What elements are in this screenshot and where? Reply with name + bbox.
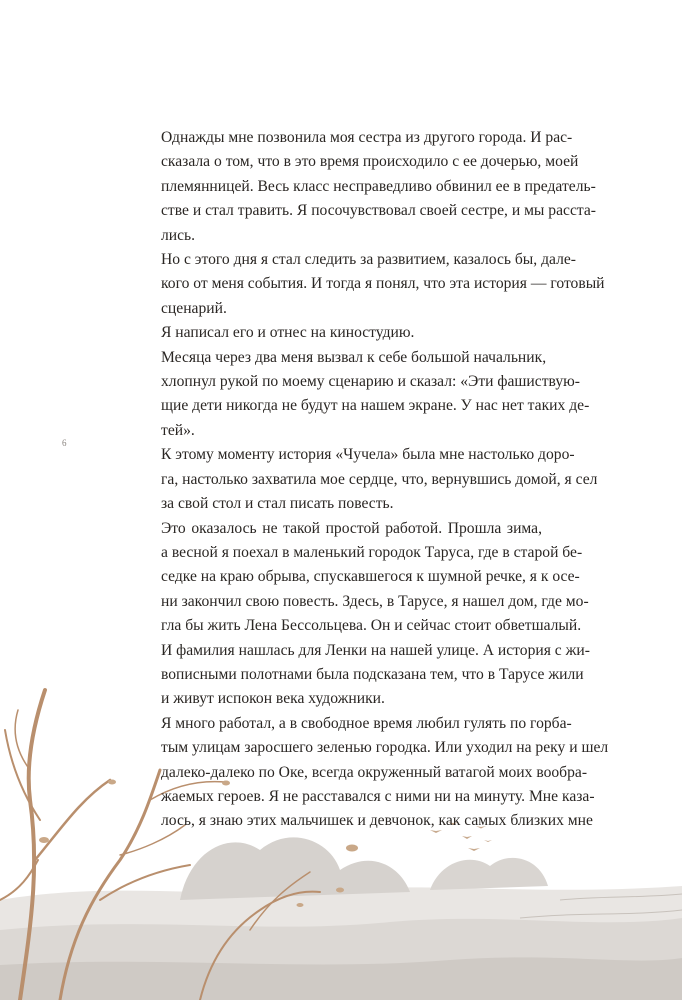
text-line: лись. [161, 226, 196, 244]
paragraph-1 [132, 126, 596, 248]
paragraph-4 [132, 346, 590, 444]
text-line: И фамилия нашлась для Ленки на нашей улице. А история с жи- [161, 641, 590, 659]
text-line: щие дети никогда не будут на нашем экране. У нас нет таких де- [161, 397, 590, 415]
text-line: а весной я поехал в маленький городок Таруса, где в старой бе- [161, 543, 583, 561]
paragraph-7 [132, 712, 609, 834]
paragraph-5 [132, 443, 598, 516]
text-line: и живут испокон века художники. [161, 690, 385, 708]
paragraph-3 [132, 321, 542, 345]
paragraph-2 [132, 248, 605, 321]
main-text [132, 126, 609, 834]
text-line: хлопнул рукой по моему сценарию и сказал: «Эти фашиствую- [161, 373, 580, 391]
text-line: стве и стал травить. Я посочувствовал своей сестре, и мы расста- [161, 202, 596, 220]
text-line: тым улицам заросшего зеленью городка. Или уходил на реку и шел [161, 739, 609, 757]
text-line: сказала о том, что в это время происходило с ее дочерью, моей [161, 153, 579, 171]
snowy-ground [0, 886, 682, 1000]
text-line: сценарий. [161, 299, 227, 317]
text-line: га, настолько захватила мое сердце, что, вернувшись домой, я сел [161, 470, 598, 488]
text-line: жаемых героев. Я не расставался с ними ни на минуту. Мне каза- [161, 787, 595, 805]
text-line: за свой стол и стал писать повесть. [161, 495, 394, 513]
text-line: кого от меня события. И тогда я понял, что эта история — готовый [161, 275, 605, 293]
text-line: Я много работал, а в свободное время любил гулять по горба- [161, 714, 572, 732]
text-line: К этому моменту история «Чучела» была мне настолько доро- [161, 446, 575, 464]
text-line: Месяца через два меня вызвал к себе большой начальник, [161, 348, 547, 366]
text-line: гла бы жить Лена Бессольцева. Он и сейчас стоит обветшалый. [161, 617, 582, 635]
text-line: Однажды мне позвонила моя сестра из другого города. И рас- [161, 129, 573, 146]
text-line: лось, я знаю этих мальчишек и девчонок, как самых близких мне [161, 812, 593, 830]
text-line: Я написал его и отнес на киностудию. [161, 324, 415, 342]
page-number: 6 [62, 438, 67, 448]
text-line: племянницей. Весь класс несправедливо обвинил ее в предатель- [161, 177, 596, 195]
text-line: Это оказалось не такой простой работой. Прошла зима, [161, 519, 542, 537]
text-line: Но с этого дня я стал следить за развитием, казалось бы, дале- [161, 251, 576, 269]
text-line: ни закончил свою повесть. Здесь, в Тарусе, я нашел дом, где мо- [161, 592, 589, 610]
text-line: далеко-далеко по Оке, всегда окруженный ватагой моих вообра- [161, 763, 588, 781]
text-line: тей». [161, 421, 195, 439]
paragraph-6 [132, 517, 590, 712]
text-line: вописными полотнами была подсказана тем, что в Тарусе жили [161, 665, 584, 683]
text-line: седке на краю обрыва, спускавшегося к шумной речке, я к осе- [161, 568, 580, 586]
